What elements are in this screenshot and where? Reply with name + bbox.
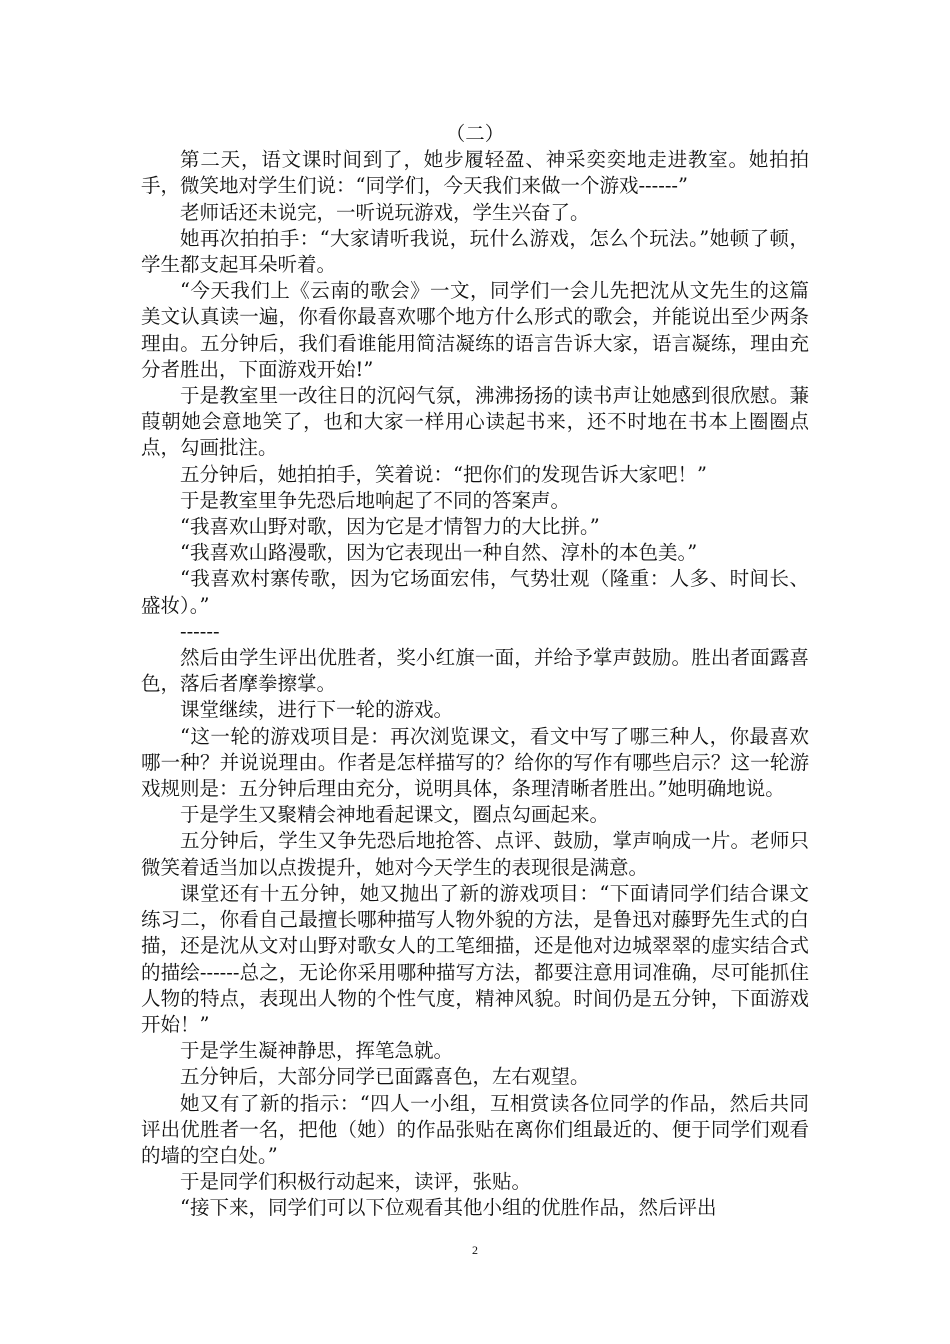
paragraph: “我喜欢山路漫歌，因为它表现出一种自然、淳朴的本色美。” — [180, 541, 698, 565]
page-number: 2 — [472, 1243, 478, 1257]
paragraph: 然后由学生评出优胜者，奖小红旗一面，并给予掌声鼓励。胜出者面露喜色，落后者摩拳擦掌。 — [141, 646, 809, 696]
paragraph: “我喜欢山野对歌，因为它是才情智力的大比拼。” — [180, 515, 600, 539]
paragraph: 她又有了新的指示：“四人一小组，互相赏读各位同学的作品，然后共同评出优胜者一名，把他（她）的作品张贴在离你们组最近的、便于同学们观看的墙的空白处。” — [141, 1091, 809, 1167]
ellipsis-line: ------ — [180, 619, 220, 643]
paragraph: 课堂继续，进行下一轮的游戏。 — [180, 698, 454, 722]
paragraph: 老师话还未说完，一听说玩游戏，学生兴奋了。 — [180, 200, 590, 224]
document-body — [141, 121, 809, 1222]
paragraph: 五分钟后，她拍拍手，笑着说：“把你们的发现告诉大家吧！” — [180, 462, 707, 486]
paragraph: “这一轮的游戏项目是：再次浏览课文，看文中写了哪三种人，你最喜欢哪一种？并说说理由。作者是怎样描写的？给你的写作有哪些启示？这一轮游戏规则是：五分钟后理由充分，说明具体，条理清晰者胜出。”她明确地说。 — [141, 724, 809, 801]
paragraph: 五分钟后，学生又争先恐后地抢答、点评、鼓励，掌声响成一片。老师只微笑着适当加以点拨提升，她对今天学生的表现很是满意。 — [141, 829, 809, 879]
paragraph: 于是学生又聚精会神地看起课文，圈点勾画起来。 — [180, 803, 610, 827]
paragraph: 课堂还有十五分钟，她又抛出了新的游戏项目：“下面请同学们结合课文练习二，你看自己最擅长哪种描写人物外貌的方法，是鲁迅对藤野先生式的白描，还是沈从文对山野对歌女人的工笔细描，还是他对边城翠翠的虚实结合式的描绘------总之，无论你采用哪种描写方法，都要注意用词准确，尽可能抓住人物的特点，表现出人物的个性气度，精神风貌。时间仍是五分钟，下面游戏开始！” — [141, 881, 809, 1036]
paragraph: 于是教室里一改往日的沉闷气氛，沸沸扬扬的读书声让她感到很欣慰。蒹葭朝她会意地笑了，也和大家一样用心读起书来，还不时地在书本上圈圈点点，勾画批注。 — [141, 384, 809, 460]
paragraph: 她再次拍拍手：“大家请听我说，玩什么游戏，怎么个玩法。”她顿了顿，学生都支起耳朵听着。 — [141, 226, 809, 277]
paragraph: 于是教室里争先恐后地响起了不同的答案声。 — [180, 488, 571, 512]
paragraph: “接下来，同学们可以下位观看其他小组的优胜作品，然后评出 — [180, 1196, 717, 1220]
paragraph: 五分钟后，大部分同学已面露喜色，左右观望。 — [180, 1065, 590, 1089]
section-heading: （二） — [445, 122, 505, 145]
paragraph: “我喜欢村寨传歌，因为它场面宏伟，气势壮观（隆重：人多、时间长、盛妆）。” — [141, 567, 809, 617]
paragraph: 第二天，语文课时间到了，她步履轻盈、神采奕奕地走进教室。她拍拍手，微笑地对学生们说：“同学们，今天我们来做一个游戏------” — [141, 148, 809, 198]
paragraph: 于是学生凝神静思，挥笔急就。 — [180, 1039, 454, 1063]
paragraph: “今天我们上《云南的歌会》一文，同学们一会儿先把沈从文先生的这篇美文认真读一遍，你看你最喜欢哪个地方什么形式的歌会，并能说出至少两条理由。五分钟后，我们看谁能用简洁凝练的语言告诉大家，语言凝练，理由充分者胜出，下面游戏开始!” — [141, 279, 809, 381]
paragraph: 于是同学们积极行动起来，读评，张贴。 — [180, 1170, 532, 1194]
